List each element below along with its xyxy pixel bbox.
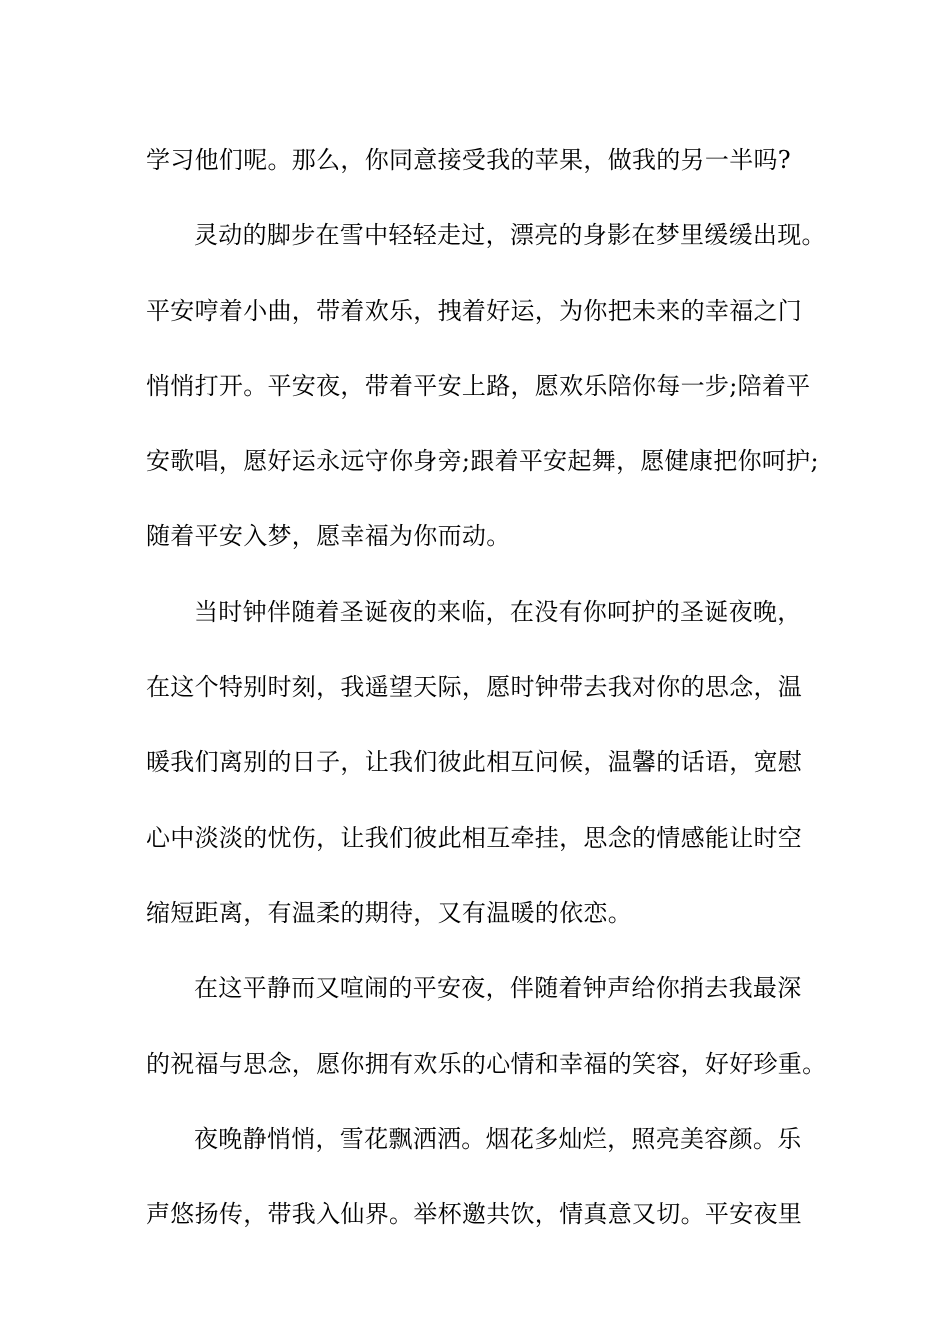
text-line: 心中淡淡的忧伤，让我们彼此相互牵挂，思念的情感能让时空 [146,823,803,852]
text-line: 当时钟伴随着圣诞夜的来临，在没有你呵护的圣诞夜晚， [194,597,802,626]
text-line: 的祝福与思念，愿你拥有欢乐的心情和幸福的笑容，好好珍重。 [146,1049,827,1078]
text-line: 在这平静而又喧闹的平安夜，伴随着钟声给你捎去我最深 [194,974,802,1003]
text-line: 平安哼着小曲，带着欢乐，拽着好运，为你把未来的幸福之门 [146,296,803,325]
text-line: 安歌唱，愿好运永远守你身旁;跟着平安起舞，愿健康把你呵护; [146,447,819,476]
text-line: 声悠扬传，带我入仙界。举杯邀共饮，情真意又切。平安夜里 [146,1200,803,1229]
text-line: 缩短距离，有温柔的期待，又有温暖的依恋。 [146,898,632,927]
text-line: 暖我们离别的日子，让我们彼此相互问候，温馨的话语，宽慰 [146,748,803,777]
text-line: 夜晚静悄悄，雪花飘洒洒。烟花多灿烂，照亮美容颜。乐 [194,1124,802,1153]
text-line: 悄悄打开。平安夜，带着平安上路，愿欢乐陪你每一步;陪着平 [146,371,811,400]
text-line: 学习他们呢。那么，你同意接受我的苹果，做我的另一半吗? [146,146,791,174]
text-line: 灵动的脚步在雪中轻轻走过，漂亮的身影在梦里缓缓出现。 [194,221,826,250]
document-body [146,123,827,1252]
text-line: 随着平安入梦，愿幸福为你而动。 [146,522,511,551]
text-line: 在这个特别时刻，我遥望天际，愿时钟带去我对你的思念，温 [146,673,803,702]
